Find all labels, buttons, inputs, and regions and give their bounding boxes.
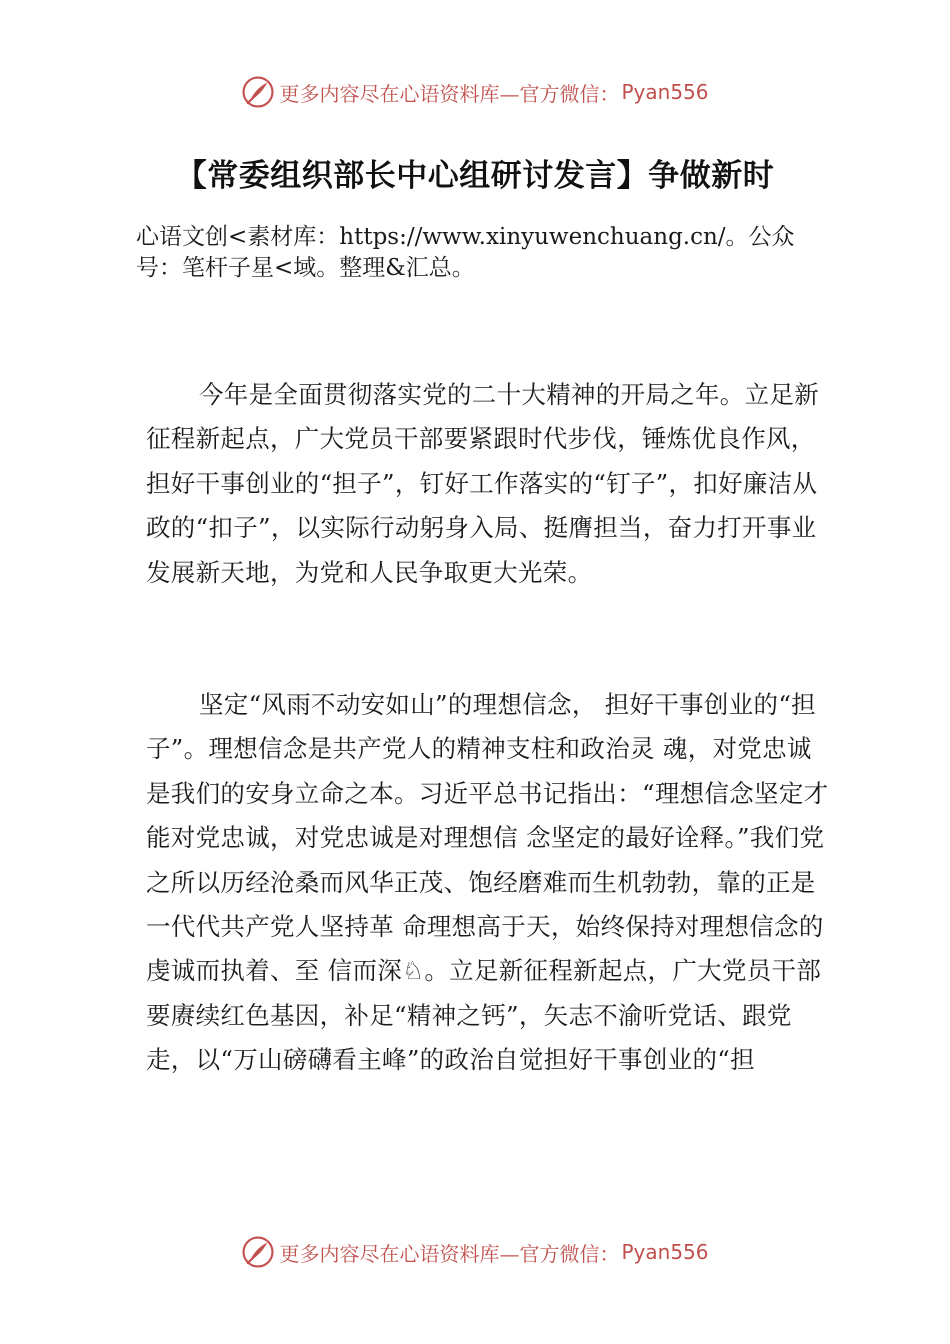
paragraph-1: 今年是全面贯彻落实党的二十大精神的开局之年。立足新征程新起点，广大党员干部要紧跟时代步伐，锤炼优良作风，担好干事创业的“担子”，钉好工作落实的“钉子”，扣好廉洁从政的“扣子”，以实际行动躬身入局、挺膺担当，奋力打开事业发展新天地，为党和人民争取更大光荣。 bbox=[146, 380, 819, 587]
document-title: 【常委组织部长中心组研讨发言】争做新时 bbox=[175, 158, 775, 194]
footer-watermark bbox=[0, 1232, 950, 1272]
header-watermark bbox=[0, 72, 950, 112]
paragraph-2: 坚定“风雨不动安如山”的理想信念， 担好干事创业的“担子”。理想信念是共产党人的精神支柱和政治灵 魂，对党忠诚是我们的安身立命之本。习近平总书记指出：“理想信念坚定才能对党忠诚，对党忠诚是对理想信 念坚定的最好诠释。”我们党之所以历经沧桑而风华正茂、饱经磨难而生机勃勃，靠的正是一代代共产党人坚持革 命理想高于天，始终保持对理想信念的虔诚而执着、至 信而深♘。立足新征程新起点，广大党员干部要赓续红色基因，补足“精神之钙”，矢志不渝听党话、跟党走，以“万山磅礴看主峰”的政治自觉担好干事创业的“担 bbox=[146, 690, 829, 1075]
source-line: 心语文创<素材库：https://www.xinyuwenchuang.cn/。公众号：笔杆子星<域。整理&汇总。 bbox=[136, 224, 795, 281]
watermark-text: 更多内容尽在心语资料库—官方微信： bbox=[279, 81, 620, 106]
watermark-wechat-id: Pyan556 bbox=[621, 80, 709, 104]
quill-pen-logo-icon bbox=[241, 1235, 275, 1269]
watermark-text: 更多内容尽在心语资料库—官方微信： bbox=[279, 1241, 620, 1266]
watermark-wechat-id: Pyan556 bbox=[621, 1240, 709, 1264]
quill-pen-logo-icon bbox=[241, 75, 275, 109]
